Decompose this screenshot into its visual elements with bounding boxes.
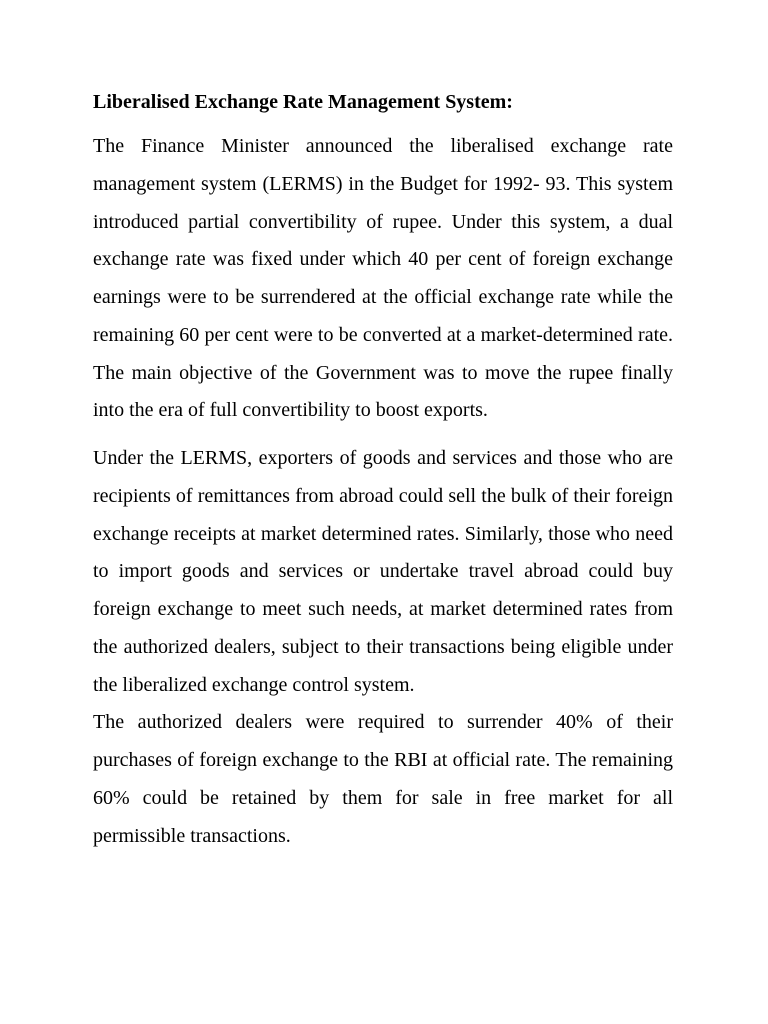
document-heading: Liberalised Exchange Rate Management System: — [93, 91, 513, 113]
document-body — [93, 88, 673, 855]
paragraph-lerms-intro: The Finance Minister announced the liberalised exchange rate management system (LERMS) in the Budget for 1992- 93. This system introduced partial convertibility of rupee. Under this system, a dual exchange rate was fixed under which 40 per cent of foreign exchange earnings were to be surrendered at the official exchange rate while the remaining 60 per cent were to be converted at a market-determined rate. The main objective of the Government was to move the rupee finally into the era of full convertibility to boost exports. — [93, 135, 673, 422]
paragraph-lerms-mechanism: Under the LERMS, exporters of goods and services and those who are recipients of remittances from abroad could sell the bulk of their foreign exchange receipts at market determined rates. Similarly, those who need to import goods and services or undertake travel abroad could buy foreign exchange to meet such needs, at market determined rates from the authorized dealers, subject to their transactions being eligible under the liberalized exchange control system. — [93, 447, 673, 696]
paragraph-authorized-dealers: The authorized dealers were required to surrender 40% of their purchases of foreign exchange to the RBI at official rate. The remaining 60% could be retained by them for sale in free market for all permissible transactions. — [93, 711, 673, 847]
